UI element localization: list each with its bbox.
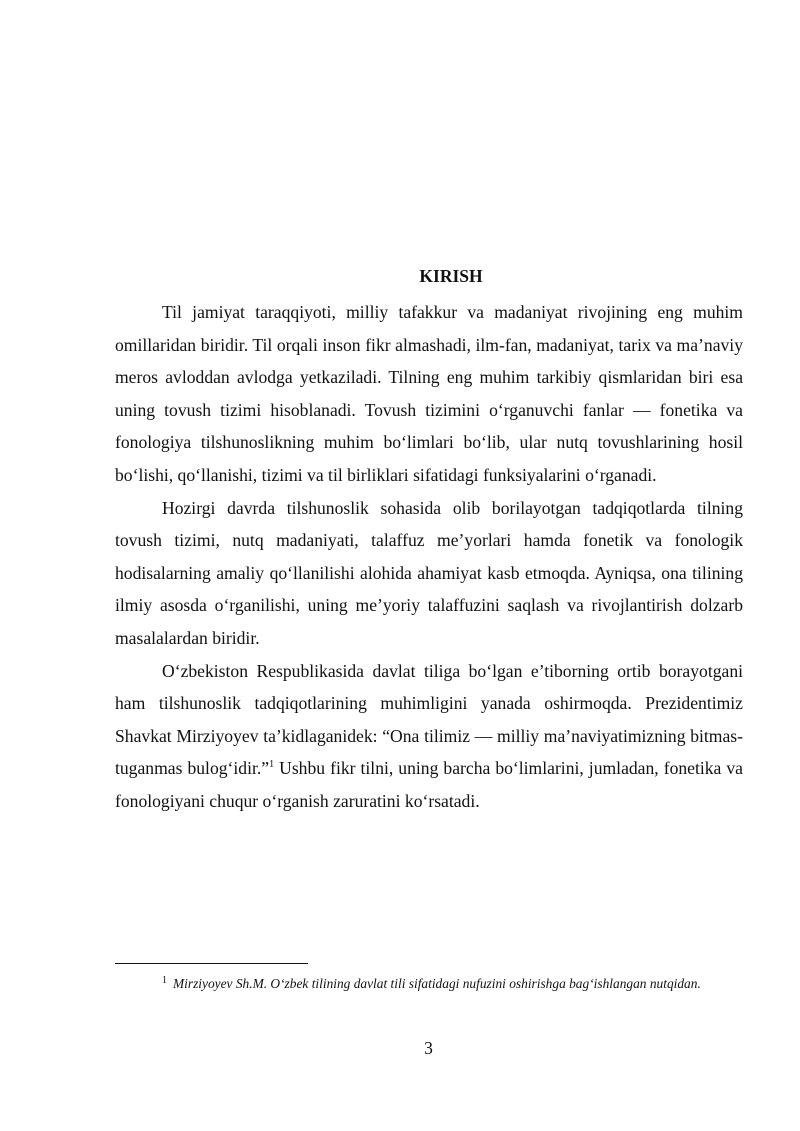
paragraph-2: Hozirgi davrda tilshunoslik sohasida olib borilayotgan tadqiqotlarda tilning tovush tizimi, nutq madaniyati, talaffuz me’yorlari hamda fonetik va fonologik hodisalarning amaliy qo‘llanilishi alohida ahamiyat kasb etmoqda. Ayniqsa, ona tilining ilmiy asosda o‘rganilishi, uning me’yoriy talaffuzini saqlash va rivojlantirish dolzarb masalalardan biridir. — [115, 497, 743, 648]
footnote-text: Mirziyoyev Sh.M. O‘zbek tilining davlat tili sifatidagi nufuzini oshirishga bag‘ishlangan nutqidan. — [173, 976, 701, 991]
paragraph-3 — [115, 655, 743, 818]
footnote — [115, 971, 743, 997]
paragraph-3-text-before: O‘zbekiston Respublikasida davlat tiliga bo‘lgan e’tiborning ortib borayotgani ham tilshunoslik tadqiqotlarining muhimligini yanada oshirmoqda. Prezidentimiz Shavkat Mirziyoyev ta’kidlaganidek: “Ona tilimiz — milliy ma’naviyatimizning bitmas-tuganmas bulog‘idir.” — [115, 660, 743, 779]
footnote-divider — [115, 963, 308, 964]
paragraph-3-text-after: Ushbu fikr tilni, uning barcha bo‘limlarini, jumladan, fonetika va fonologiyani chuqur o‘rganish zaruratini ko‘rsatadi. — [115, 758, 743, 811]
footnote-reference[interactable]: 1 — [269, 759, 275, 771]
main-content — [115, 262, 743, 818]
paragraph-1: Til jamiyat taraqqiyoti, milliy tafakkur va madaniyat rivojining eng muhim omillaridan biridir. Til orqali inson fikr almashadi, ilm-fan, madaniyat, tarix va ma’naviy meros avloddan avlodga yetkaziladi. Tilning eng muhim tarkibiy qismlaridan biri esa uning tovush tizimi hisoblanadi. Tovush tizimini o‘rganuvchi fanlar — fonetika va fonologiya tilshunoslikning muhim bo‘limlari bo‘lib, ular nutq tovushlarining hosil bo‘lishi, qo‘llanishi, tizimi va til birliklari sifatidagi funksiyalarini o‘rganadi. — [115, 302, 743, 485]
footnote-number: 1 — [162, 974, 167, 986]
page-number: 3 — [424, 1038, 433, 1058]
section-title: KIRISH — [419, 266, 483, 286]
